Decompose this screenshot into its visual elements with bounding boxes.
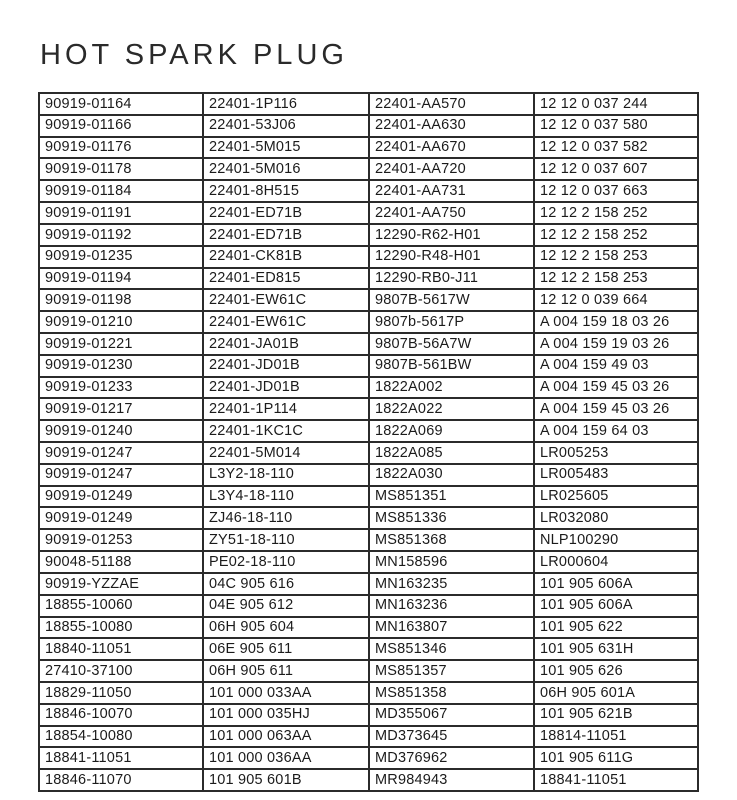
part-number-cell: 22401-AA570 <box>369 93 534 115</box>
part-number-cell: 1822A069 <box>369 420 534 442</box>
part-number-cell: 12 12 2 158 253 <box>534 268 698 290</box>
part-number-cell: 04E 905 612 <box>203 595 369 617</box>
part-number-cell: 22401-EW61C <box>203 289 369 311</box>
part-number-cell: 22401-53J06 <box>203 115 369 137</box>
part-number-cell: 12 12 2 158 252 <box>534 202 698 224</box>
part-number-cell: 22401-1KC1C <box>203 420 369 442</box>
part-number-cell: 22401-EW61C <box>203 311 369 333</box>
table-row <box>39 464 698 486</box>
table-row <box>39 137 698 159</box>
part-number-cell: ZJ46-18-110 <box>203 507 369 529</box>
page-title: HOT SPARK PLUG <box>40 39 348 72</box>
part-number-cell: 90919-01191 <box>39 202 203 224</box>
part-number-cell: 90919-01198 <box>39 289 203 311</box>
table-row <box>39 93 698 115</box>
part-number-cell: 22401-CK81B <box>203 246 369 268</box>
part-number-cell: 101 905 626 <box>534 660 698 682</box>
part-number-cell: 18841-11051 <box>534 769 698 791</box>
part-number-cell: 12 12 0 037 582 <box>534 137 698 159</box>
table-row <box>39 115 698 137</box>
parts-table-body <box>39 93 698 791</box>
part-number-cell: 22401-AA750 <box>369 202 534 224</box>
part-number-cell: A 004 159 45 03 26 <box>534 398 698 420</box>
part-number-cell: 06H 905 604 <box>203 617 369 639</box>
part-number-cell: 90048-51188 <box>39 551 203 573</box>
part-number-cell: MN163807 <box>369 617 534 639</box>
part-number-cell: 22401-AA670 <box>369 137 534 159</box>
part-number-cell: 22401-JD01B <box>203 355 369 377</box>
part-number-cell: MD376962 <box>369 747 534 769</box>
part-number-cell: 90919-01249 <box>39 486 203 508</box>
part-number-cell: 1822A002 <box>369 377 534 399</box>
part-number-cell: 22401-AA630 <box>369 115 534 137</box>
part-number-cell: 18829-11050 <box>39 682 203 704</box>
part-number-cell: 12 12 0 037 607 <box>534 158 698 180</box>
part-number-cell: 18855-10080 <box>39 617 203 639</box>
part-number-cell: MR984943 <box>369 769 534 791</box>
part-number-cell: 90919-01230 <box>39 355 203 377</box>
part-number-cell: 22401-1P114 <box>203 398 369 420</box>
part-number-cell: 90919-01192 <box>39 224 203 246</box>
part-number-cell: 18814-11051 <box>534 726 698 748</box>
table-row <box>39 551 698 573</box>
part-number-cell: 90919-01178 <box>39 158 203 180</box>
part-number-cell: 22401-JD01B <box>203 377 369 399</box>
part-number-cell: MS851351 <box>369 486 534 508</box>
part-number-cell: MS851357 <box>369 660 534 682</box>
part-number-cell: 1822A085 <box>369 442 534 464</box>
table-row <box>39 507 698 529</box>
table-row <box>39 682 698 704</box>
part-number-cell: 90919-01194 <box>39 268 203 290</box>
part-number-cell: 06E 905 611 <box>203 638 369 660</box>
part-number-cell: 90919-01247 <box>39 464 203 486</box>
table-row <box>39 158 698 180</box>
part-number-cell: 12290-R48-H01 <box>369 246 534 268</box>
part-number-cell: 06H 905 611 <box>203 660 369 682</box>
part-number-cell: 9807B-5617W <box>369 289 534 311</box>
part-number-cell: NLP100290 <box>534 529 698 551</box>
table-row <box>39 333 698 355</box>
part-number-cell: 18855-10060 <box>39 595 203 617</box>
table-row <box>39 377 698 399</box>
part-number-cell: 90919-01235 <box>39 246 203 268</box>
part-number-cell: 101 905 611G <box>534 747 698 769</box>
part-number-cell: 9807B-561BW <box>369 355 534 377</box>
part-number-cell: LR032080 <box>534 507 698 529</box>
part-number-cell: 22401-ED71B <box>203 202 369 224</box>
table-row <box>39 726 698 748</box>
table-row <box>39 638 698 660</box>
part-number-cell: MS851368 <box>369 529 534 551</box>
part-number-cell: LR000604 <box>534 551 698 573</box>
part-number-cell: 101 000 033AA <box>203 682 369 704</box>
table-row <box>39 268 698 290</box>
part-number-cell: 22401-AA731 <box>369 180 534 202</box>
part-number-cell: 12 12 2 158 253 <box>534 246 698 268</box>
part-number-cell: A 004 159 45 03 26 <box>534 377 698 399</box>
part-number-cell: 101 905 631H <box>534 638 698 660</box>
part-number-cell: 12 12 0 037 580 <box>534 115 698 137</box>
table-row <box>39 617 698 639</box>
part-number-cell: 101 905 622 <box>534 617 698 639</box>
table-row <box>39 595 698 617</box>
part-number-cell: 90919-01217 <box>39 398 203 420</box>
part-number-cell: 101 000 036AA <box>203 747 369 769</box>
part-number-cell: A 004 159 64 03 <box>534 420 698 442</box>
part-number-cell: MD373645 <box>369 726 534 748</box>
part-number-cell: A 004 159 49 03 <box>534 355 698 377</box>
table-row <box>39 311 698 333</box>
part-number-cell: A 004 159 19 03 26 <box>534 333 698 355</box>
part-number-cell: 22401-5M016 <box>203 158 369 180</box>
part-number-cell: 06H 905 601A <box>534 682 698 704</box>
table-row <box>39 769 698 791</box>
part-number-cell: 12290-RB0-J11 <box>369 268 534 290</box>
part-number-cell: 22401-1P116 <box>203 93 369 115</box>
part-number-cell: 04C 905 616 <box>203 573 369 595</box>
part-number-cell: 18841-11051 <box>39 747 203 769</box>
part-number-cell: PE02-18-110 <box>203 551 369 573</box>
part-number-cell: 22401-5M014 <box>203 442 369 464</box>
part-number-cell: 12 12 0 037 244 <box>534 93 698 115</box>
part-number-cell: 90919-01184 <box>39 180 203 202</box>
part-number-cell: 22401-AA720 <box>369 158 534 180</box>
part-number-cell: 9807B-56A7W <box>369 333 534 355</box>
part-number-cell: 12 12 2 158 252 <box>534 224 698 246</box>
table-row <box>39 180 698 202</box>
part-number-cell: 90919-01253 <box>39 529 203 551</box>
table-row <box>39 398 698 420</box>
part-number-cell: LR005483 <box>534 464 698 486</box>
part-number-cell: ZY51-18-110 <box>203 529 369 551</box>
table-row <box>39 442 698 464</box>
part-number-cell: MN163236 <box>369 595 534 617</box>
part-number-cell: 22401-JA01B <box>203 333 369 355</box>
part-number-cell: 101 000 063AA <box>203 726 369 748</box>
part-number-cell: MN163235 <box>369 573 534 595</box>
table-row <box>39 704 698 726</box>
part-number-cell: 90919-YZZAE <box>39 573 203 595</box>
part-number-cell: MN158596 <box>369 551 534 573</box>
table-row <box>39 747 698 769</box>
spark-plug-cross-reference-table <box>38 92 699 792</box>
table-row <box>39 486 698 508</box>
part-number-cell: LR025605 <box>534 486 698 508</box>
part-number-cell: 1822A030 <box>369 464 534 486</box>
part-number-cell: LR005253 <box>534 442 698 464</box>
part-number-cell: 12290-R62-H01 <box>369 224 534 246</box>
part-number-cell: L3Y4-18-110 <box>203 486 369 508</box>
table-row <box>39 355 698 377</box>
part-number-cell: 101 905 606A <box>534 595 698 617</box>
part-number-cell: 12 12 0 037 663 <box>534 180 698 202</box>
part-number-cell: L3Y2-18-110 <box>203 464 369 486</box>
part-number-cell: 9807b-5617P <box>369 311 534 333</box>
part-number-cell: 22401-5M015 <box>203 137 369 159</box>
part-number-cell: 90919-01164 <box>39 93 203 115</box>
table-row <box>39 573 698 595</box>
part-number-cell: 101 905 621B <box>534 704 698 726</box>
part-number-cell: 18854-10080 <box>39 726 203 748</box>
part-number-cell: A 004 159 18 03 26 <box>534 311 698 333</box>
part-number-cell: 101 905 601B <box>203 769 369 791</box>
part-number-cell: 18840-11051 <box>39 638 203 660</box>
part-number-cell: 12 12 0 039 664 <box>534 289 698 311</box>
part-number-cell: 101 000 035HJ <box>203 704 369 726</box>
part-number-cell: 27410-37100 <box>39 660 203 682</box>
part-number-cell: 90919-01176 <box>39 137 203 159</box>
table-row <box>39 529 698 551</box>
part-number-cell: 22401-ED71B <box>203 224 369 246</box>
table-row <box>39 246 698 268</box>
part-number-cell: MS851358 <box>369 682 534 704</box>
part-number-cell: 90919-01210 <box>39 311 203 333</box>
part-number-cell: 22401-ED815 <box>203 268 369 290</box>
part-number-cell: 18846-11070 <box>39 769 203 791</box>
part-number-cell: 90919-01221 <box>39 333 203 355</box>
part-number-cell: 90919-01233 <box>39 377 203 399</box>
table-row <box>39 420 698 442</box>
part-number-cell: MD355067 <box>369 704 534 726</box>
part-number-cell: 90919-01249 <box>39 507 203 529</box>
part-number-cell: MS851336 <box>369 507 534 529</box>
part-number-cell: 22401-8H515 <box>203 180 369 202</box>
table-row <box>39 289 698 311</box>
part-number-cell: 90919-01240 <box>39 420 203 442</box>
table-row <box>39 660 698 682</box>
table-row <box>39 224 698 246</box>
part-number-cell: 101 905 606A <box>534 573 698 595</box>
part-number-cell: 1822A022 <box>369 398 534 420</box>
table-row <box>39 202 698 224</box>
part-number-cell: 90919-01166 <box>39 115 203 137</box>
part-number-cell: 90919-01247 <box>39 442 203 464</box>
part-number-cell: 18846-10070 <box>39 704 203 726</box>
part-number-cell: MS851346 <box>369 638 534 660</box>
